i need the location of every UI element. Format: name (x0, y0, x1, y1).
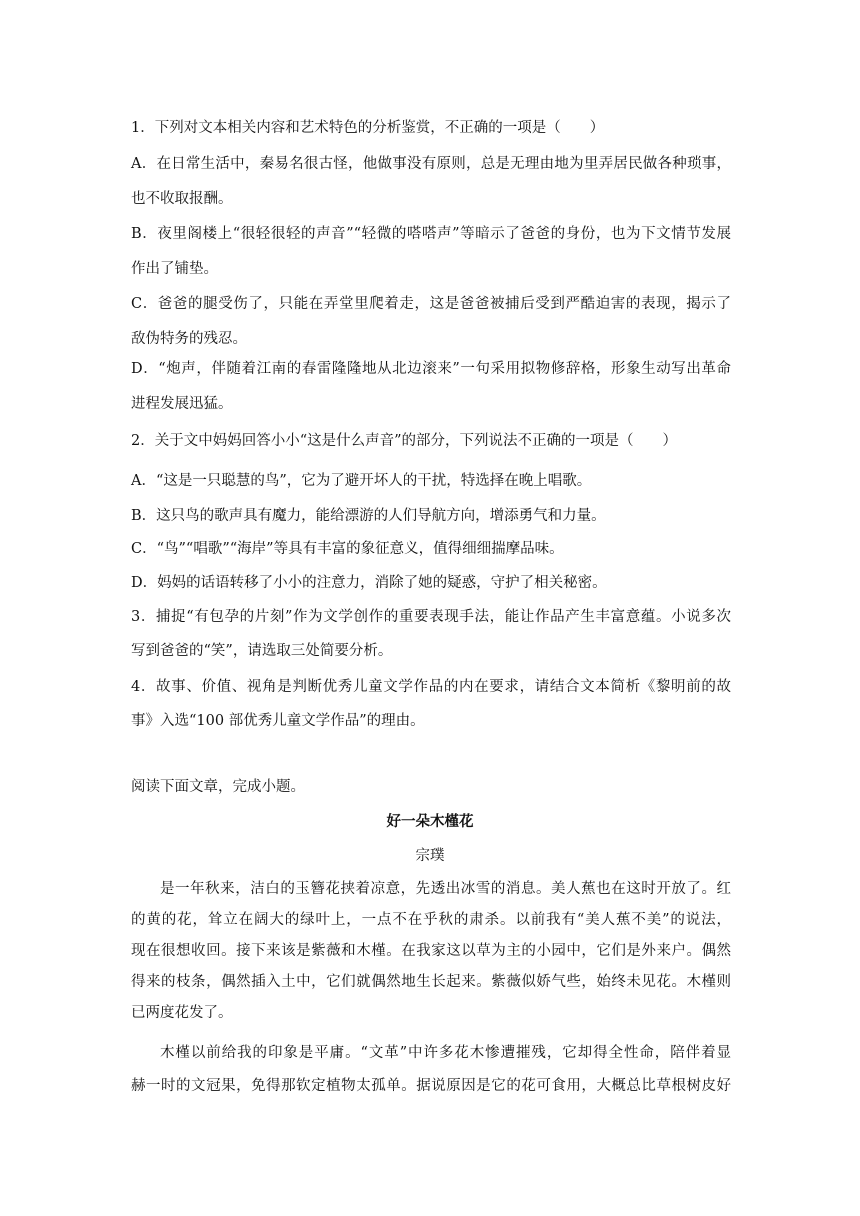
paragraph-1-line-5: 已两度花发了。 (131, 1005, 233, 1021)
question-1-option-d-line-2: 进程发展迅猛。 (131, 396, 233, 412)
question-3-stem-line-1: 3．捕捉“有包孕的片刻”作为文学创作的重要表现手法，能让作品产生丰富意蕴。小说多次 (131, 609, 731, 625)
paragraph-2-line-1: 木槿以前给我的印象是平庸。“文革”中许多花木惨遭摧残，它却得全性命，陪伴着显 (160, 1045, 731, 1061)
question-2-option-d: D．妈妈的话语转移了小小的注意力，消除了她的疑惑，守护了相关秘密。 (131, 575, 607, 591)
question-2-stem: 2．关于文中妈妈回答小小“这是什么声音”的部分，下列说法不正确的一项是（ ） (131, 433, 678, 449)
question-3-stem-line-2: 写到爸爸的“笑”，请选取三处简要分析。 (131, 643, 393, 659)
question-1-option-a-line-2: 也不收取报酬。 (131, 191, 233, 207)
question-4-stem-line-1: 4．故事、价值、视角是判断优秀儿童文学作品的内在要求，请结合文本简析《黎明前的故 (131, 679, 731, 695)
article-title: 好一朵木槿花 (386, 814, 474, 830)
question-1-option-b-line-2: 作出了铺垫。 (131, 261, 218, 277)
paragraph-1-line-2: 的黄的花，耸立在阔大的绿叶上，一点不在乎秋的肃杀。以前我有“美人蕉不美”的说法， (131, 912, 731, 928)
paragraph-1-line-1: 是一年秋来，洁白的玉簪花挟着凉意，先透出冰雪的消息。美人蕉也在这时开放了。红 (160, 881, 731, 897)
paragraph-1-line-3: 现在很想收回。接下来该是紫薇和木槿。在我家这以草为主的小园中，它们是外来户。偶然 (131, 943, 731, 959)
question-2-option-c: C．“鸟”“唱歌”“海岸”等具有丰富的象征意义，值得细细揣摩品味。 (131, 541, 564, 557)
question-1-stem: 1．下列对文本相关内容和艺术特色的分析鉴赏，不正确的一项是（ ） (131, 120, 605, 136)
question-2-option-b: B．这只鸟的歌声具有魔力，能给漂游的人们导航方向，增添勇气和力量。 (131, 508, 606, 524)
question-4-stem-line-2: 事》入选“100 部优秀儿童文学作品”的理由。 (131, 713, 425, 729)
question-1-option-d-line-1: D．“炮声，伴随着江南的春雷隆隆地从北边滚来”一句采用拟物修辞格，形象生动写出革命 (131, 361, 731, 377)
question-1-option-c-line-2: 敌伪特务的残忍。 (131, 331, 247, 347)
reading-instruction: 阅读下面文章，完成小题。 (131, 779, 305, 795)
question-2-option-a: A．“这是一只聪慧的鸟”，它为了避开坏人的干扰，特选择在晚上唱歌。 (131, 473, 592, 489)
article-author: 宗璞 (415, 848, 445, 864)
paragraph-1-line-4: 得来的枝条，偶然插入土中，它们就偶然地生长起来。紫薇似娇气些，始终未见花。木槿则 (131, 974, 731, 990)
paragraph-2-line-2: 赫一时的文冠果，免得那钦定植物太孤单。据说原因是它的花可食用，大概总比草根树皮好 (131, 1078, 731, 1094)
question-1-option-b-line-1: B．夜里阁楼上“很轻很轻的声音”“轻微的嗒嗒声”等暗示了爸爸的身份，也为下文情节发展 (131, 226, 731, 242)
question-1-option-a-line-1: A．在日常生活中，秦易名很古怪，他做事没有原则，总是无理由地为里弄居民做各种琐事， (131, 156, 731, 172)
question-1-option-c-line-1: C．爸爸的腿受伤了，只能在弄堂里爬着走，这是爸爸被捕后受到严酷迫害的表现，揭示了 (131, 296, 731, 312)
